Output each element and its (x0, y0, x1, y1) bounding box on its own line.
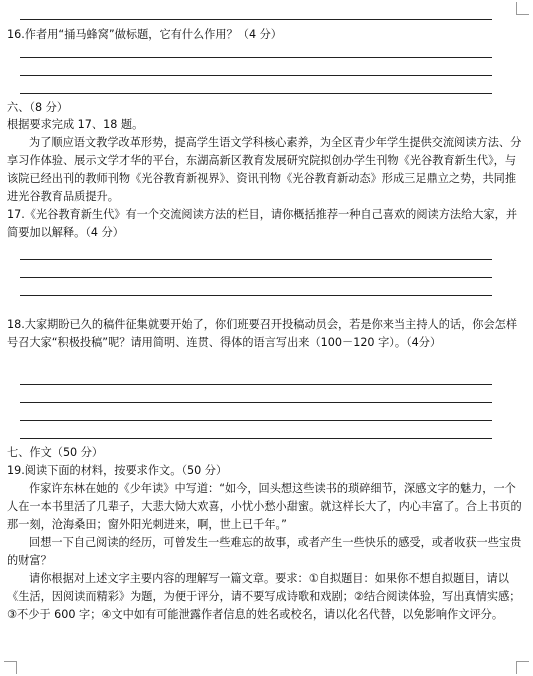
answer-line[interactable] (20, 438, 492, 439)
answer-line[interactable] (20, 93, 492, 94)
answer-line[interactable] (20, 277, 492, 278)
answer-line[interactable] (20, 57, 492, 58)
page-corner-mark (516, 661, 529, 674)
answer-line[interactable] (20, 75, 492, 76)
section-6-instruction: 根据要求完成 17、18 题。 (7, 118, 144, 131)
answer-line[interactable] (20, 402, 492, 403)
essay-requirements: 请你根据对上述文字主要内容的理解写一篇文章。要求：①自拟题目：如果你不想自拟题目，请以《生活，因阅读而精彩》为题，为便于评分，请不要写成诗歌和戏剧；②结合阅读体验，写出真情实感；③不少于 600 字；④文中如有可能泄露作者信息的姓名或校名，请以化名代替，以免影响作文评分。 (7, 572, 521, 621)
answer-line[interactable] (20, 259, 492, 260)
answer-line[interactable] (20, 19, 492, 20)
section-7-title: 七、作文（50 分） (7, 446, 104, 459)
answer-line[interactable] (20, 384, 492, 385)
page-corner-mark (4, 661, 17, 674)
essay-material: 作家许东林在她的《少年读》中写道：“如今，回头想这些读书的琐碎细节，深感文字的魅力，一个人在一本书里活了几辈子，大悲大恸大欢喜，小忧小愁小甜蜜。就这样长大了，内心丰富了。合上书页的那一刻，沧海桑田；窗外阳光刺进来，啊，世上已千年。” (7, 482, 522, 531)
page-corner-mark (516, 2, 529, 15)
section-6-title: 六、（8 分） (7, 101, 69, 114)
essay-prompt: 回想一下自己阅读的经历，可曾发生一些难忘的故事，或者产生一些快乐的感受，或者收获一些宝贵的财富？ (7, 536, 522, 567)
answer-line[interactable] (20, 295, 492, 296)
question-19: 19.阅读下面的材料，按要求作文。（50 分） (7, 464, 228, 477)
section-6-intro: 为了顺应语文教学改革形势，提高学生语文学科核心素养，为全区青少年学生提供交流阅读方法、分享习作体验、展示文学才华的平台，东湖高新区教育发展研究院拟创办学生刊物《光谷教育新生代》，与该院已经出刊的教师刊物《光谷教育新视界》、资讯刊物《光谷教育新动态》形成三足鼎立之势，共同推进光谷教育品质提升。 (7, 136, 522, 203)
answer-line[interactable] (20, 420, 492, 421)
question-17: 17.《光谷教育新生代》有一个交流阅读方法的栏目，请你概括推荐一种自己喜欢的阅读方法给大家，并简要加以解释。（4 分） (7, 208, 518, 239)
question-16: 16.作者用“捅马蜂窝”做标题，它有什么作用？（4 分） (7, 28, 282, 41)
question-18: 18.大家期盼已久的稿件征集就要开始了，你们班要召开投稿动员会，若是你来当主持人的话，你会怎样号召大家“积极投稿”呢？请用简明、连贯、得体的语言写出来（100－120 字）。（4分） (7, 318, 518, 349)
